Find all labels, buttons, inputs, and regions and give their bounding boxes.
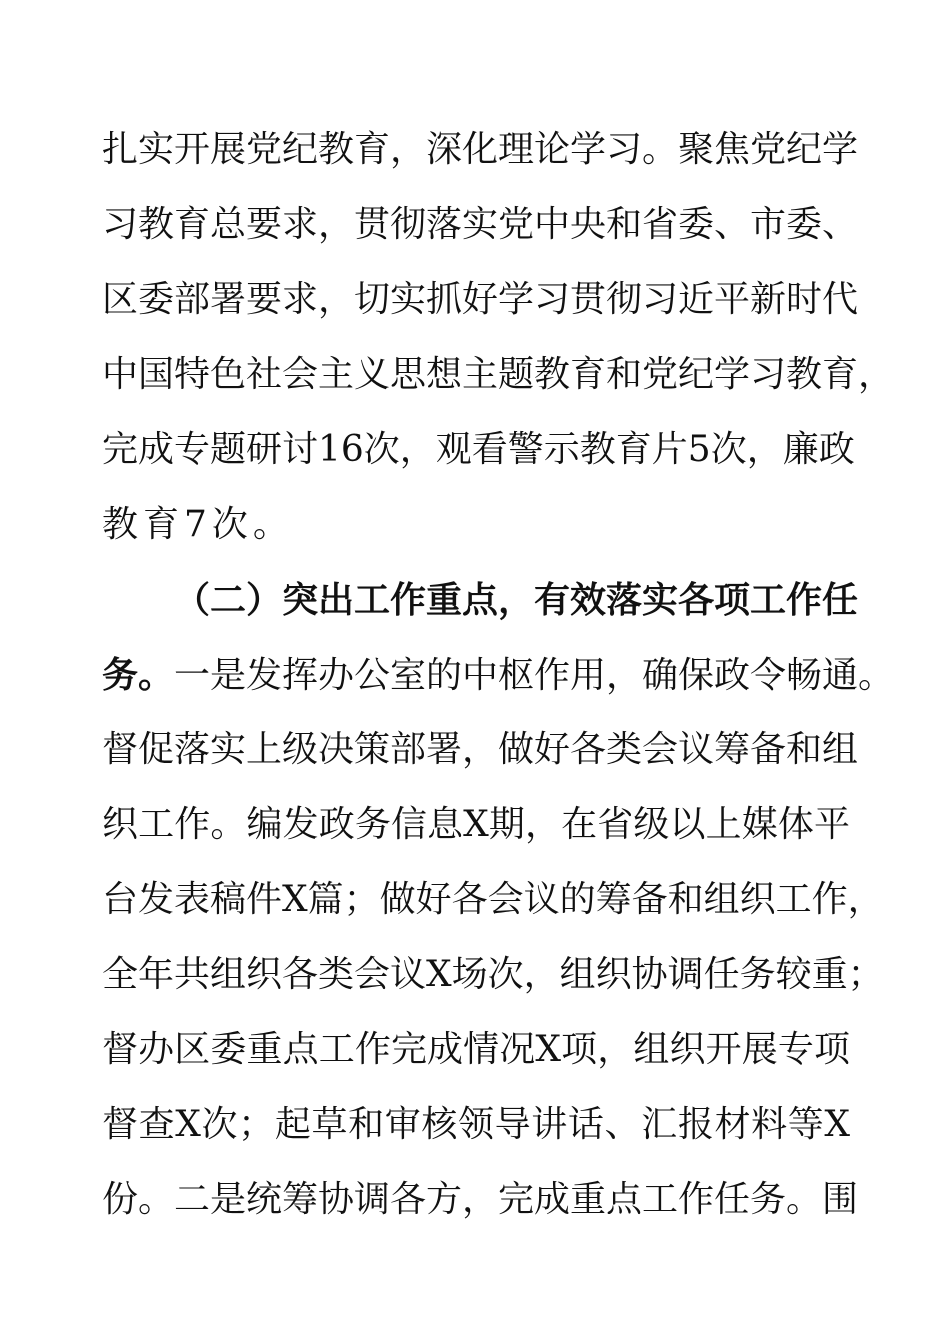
paragraph-1-line-5: 完成专题研讨16次，观看警示教育片5次，廉政 bbox=[102, 429, 855, 470]
paragraph-2-line-2 bbox=[102, 651, 895, 699]
paragraph-2-line-2-text: 一是发挥办公室的中枢作用，确保政令畅通。 bbox=[174, 655, 895, 696]
paragraph-1-line-1: 扎实开展党纪教育，深化理论学习。聚焦党纪学 bbox=[102, 129, 859, 170]
paragraph-2-line-5: 台发表稿件X篇；做好各会议的筹备和组织工作， bbox=[102, 879, 884, 920]
paragraph-2-line-9: 份。二是统筹协调各方，完成重点工作任务。围 bbox=[102, 1179, 859, 1220]
paragraph-1-line-4: 中国特色社会主义思想主题教育和党纪学习教育， bbox=[102, 354, 895, 395]
paragraph-1-line-6: 教育7次。 bbox=[102, 504, 294, 545]
paragraph-2-line-3: 督促落实上级决策部署，做好各类会议筹备和组 bbox=[102, 729, 859, 770]
section-heading-line-1: （二）突出工作重点，有效落实各项工作任 bbox=[174, 579, 859, 621]
paragraph-2-line-6: 全年共组织各类会议X场次，组织协调任务较重； bbox=[102, 954, 884, 995]
paragraph-1-line-3: 区委部署要求，切实抓好学习贯彻习近平新时代 bbox=[102, 279, 859, 320]
paragraph-1-line-2: 习教育总要求，贯彻落实党中央和省委、市委、 bbox=[102, 204, 859, 245]
paragraph-2-line-7: 督办区委重点工作完成情况X项，组织开展专项 bbox=[102, 1029, 850, 1070]
paragraph-2-line-8: 督查X次；起草和审核领导讲话、汇报材料等X bbox=[102, 1104, 850, 1145]
section-heading-end: 务。 bbox=[102, 654, 175, 696]
paragraph-2-line-4: 织工作。编发政务信息X期，在省级以上媒体平 bbox=[102, 804, 850, 845]
